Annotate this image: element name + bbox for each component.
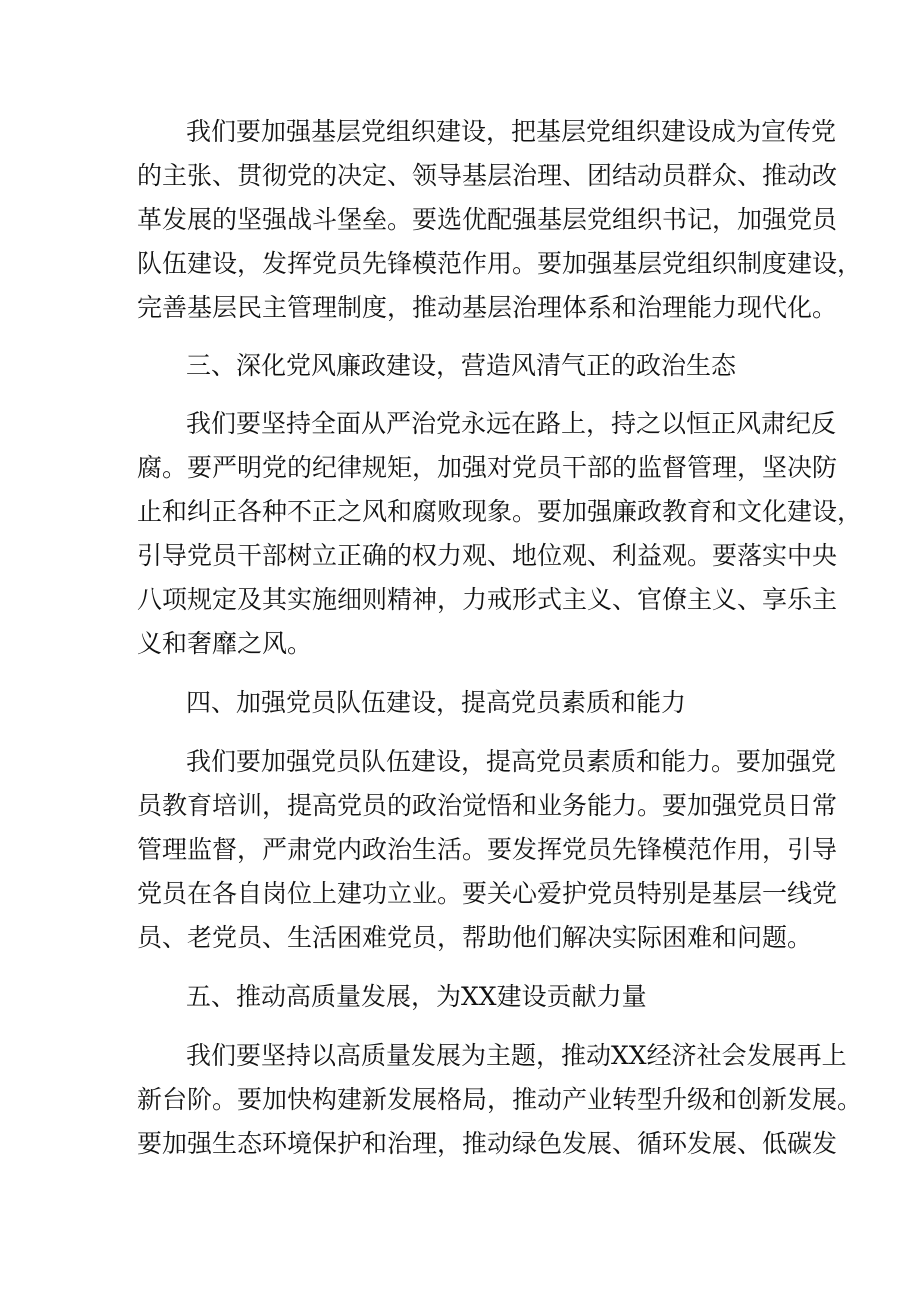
paragraph-line: 队伍建设，发挥党员先锋模范作用。要加强基层党组织制度建设， [137,249,863,278]
paragraph-line: 止和纠正各种不正之风和腐败现象。要加强廉政教育和文化建设， [137,497,863,526]
paragraph-line: 我们要坚持全面从严治党永远在路上，持之以恒正风肃纪反 [186,409,837,438]
paragraph-line: 管理监督，严肃党内政治生活。要发挥党员先锋模范作用，引导 [137,835,838,864]
paragraph-line: 引导党员干部树立正确的权力观、地位观、利益观。要落实中央 [137,541,838,570]
paragraph-line: 我们要加强基层党组织建设，把基层党组织建设成为宣传党 [186,117,837,146]
paragraph-line: 党员在各自岗位上建功立业。要关心爱护党员特别是基层一线党 [137,879,838,908]
section-heading-5: 五、推动高质量发展，为XX建设贡献力量 [186,982,647,1011]
paragraph-line: 员教育培训，提高党员的政治觉悟和业务能力。要加强党员日常 [137,791,838,820]
paragraph-line: 腐。要严明党的纪律规矩，加强对党员干部的监督管理，坚决防 [137,453,838,482]
paragraph-line: 义和奢靡之风。 [137,629,313,658]
section-heading-4: 四、加强党员队伍建设，提高党员素质和能力 [186,688,687,717]
section-heading-3: 三、深化党风廉政建设，营造风清气正的政治生态 [186,351,737,380]
paragraph-line: 要加强生态环境保护和治理，推动绿色发展、循环发展、低碳发 [137,1129,838,1158]
paragraph-line: 我们要加强党员队伍建设，提高党员素质和能力。要加强党 [186,747,837,776]
paragraph-line: 革发展的坚强战斗堡垒。要选优配强基层党组织书记，加强党员 [137,205,838,234]
paragraph-line: 员、老党员、生活困难党员，帮助他们解决实际困难和问题。 [137,923,813,952]
paragraph-line: 新台阶。要加快构建新发展格局，推动产业转型升级和创新发展。 [137,1085,863,1114]
paragraph-line: 的主张、贯彻党的决定、领导基层治理、团结动员群众、推动改 [137,161,838,190]
paragraph-line: 八项规定及其实施细则精神，力戒形式主义、官僚主义、享乐主 [137,585,838,614]
paragraph-line: 我们要坚持以高质量发展为主题，推动XX经济社会发展再上 [186,1041,847,1070]
paragraph-line: 完善基层民主管理制度，推动基层治理体系和治理能力现代化。 [137,293,838,322]
